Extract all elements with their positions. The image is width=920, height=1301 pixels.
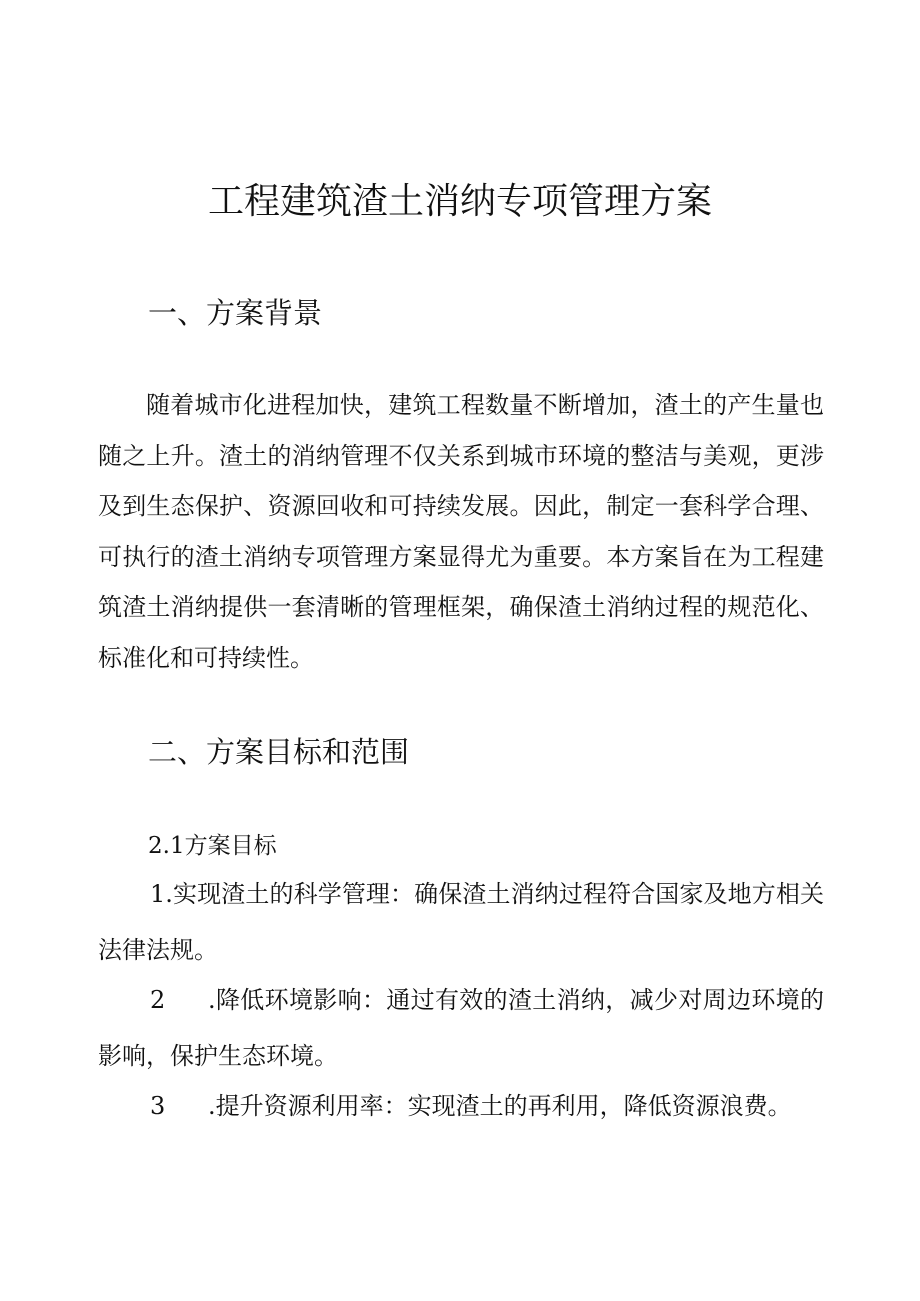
section-heading-background: 一、方案背景 <box>148 296 323 330</box>
goal-item-1 <box>98 866 824 978</box>
goal-item-text: .实现渣土的科学管理：确保渣土消纳过程符合国家及地方相关法律法规。 <box>98 880 824 964</box>
subheading-goals: 2.1方案目标 <box>148 833 277 859</box>
goal-item-text: .提升资源利用率：实现渣土的再利用，降低资源浪费。 <box>208 1092 792 1120</box>
goal-item-number: 1 <box>150 880 166 908</box>
goal-item-number: 3 <box>150 1092 166 1120</box>
goal-item-text: .降低环境影响：通过有效的渣土消纳，减少对周边环境的影响，保护生态环境。 <box>98 986 824 1070</box>
goal-item-number: 2 <box>150 986 166 1014</box>
goal-item-2 <box>98 972 824 1084</box>
document-title: 工程建筑渣土消纳专项管理方案 <box>207 181 712 222</box>
section-heading-goals-scope: 二、方案目标和范围 <box>148 735 410 769</box>
goal-item-3 <box>98 1078 824 1134</box>
background-paragraph: 随着城市化进程加快，建筑工程数量不断增加，渣土的产生量也随之上升。渣土的消纳管理不仅关系到城市环境的整洁与美观，更涉及到生态保护、资源回收和可持续发展。因此，制定一套科学合理、可执行的渣土消纳专项管理方案显得尤为重要。本方案旨在为工程建筑渣土消纳提供一套清晰的管理框架，确保渣土消纳过程的规范化、标准化和可持续性。 <box>98 391 824 672</box>
